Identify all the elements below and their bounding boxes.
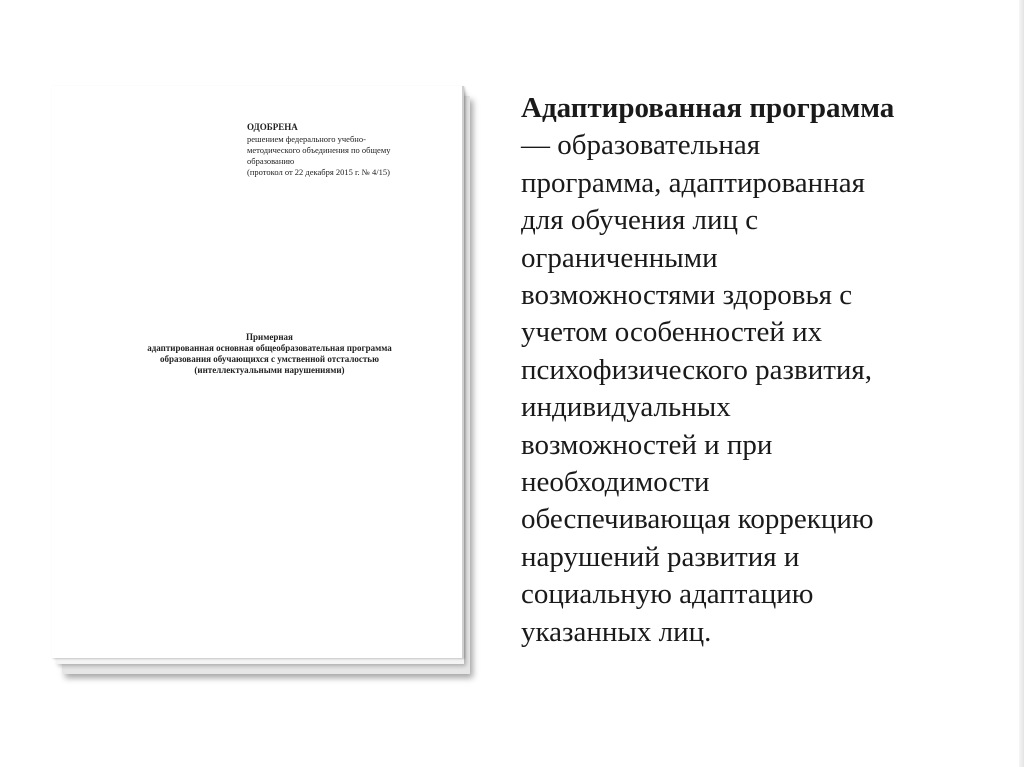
definition-line: нарушений развития и xyxy=(521,540,800,573)
definition-term: Адаптированная программа xyxy=(521,92,895,124)
definition-line: для обучения лиц с xyxy=(521,204,759,237)
document-title-line: (интеллектуальными нарушениями) xyxy=(194,365,345,375)
approval-line: (протокол от 22 декабря 2015 г. № 4/15) xyxy=(247,167,390,177)
definition-text xyxy=(521,90,1001,651)
definition-line: возможностей и при xyxy=(521,428,773,461)
definition-line: индивидуальных xyxy=(521,391,731,424)
document-title-line: адаптированная основная общеобразовательная программа xyxy=(147,343,392,353)
approval-line: образованию xyxy=(247,156,295,166)
definition-line: обеспечивающая коррекцию xyxy=(521,503,874,536)
document-preview xyxy=(52,86,476,678)
approval-line: методического объединения по общему xyxy=(247,145,391,155)
definition-line: возможностями здоровья с xyxy=(521,279,853,312)
slide-edge xyxy=(1019,0,1024,767)
approval-line: решением федерального учебно- xyxy=(247,134,366,144)
definition-line: программа, адаптированная xyxy=(521,166,865,199)
definition-line: учетом особенностей их xyxy=(521,316,823,349)
definition-line: ограниченными xyxy=(521,241,718,274)
document-title-line: Примерная xyxy=(246,332,293,342)
definition-line: — образовательная xyxy=(521,129,761,162)
definition-line: необходимости xyxy=(521,466,710,499)
definition-line: социальную адаптацию xyxy=(521,578,814,611)
definition-line: психофизического развития, xyxy=(521,353,873,386)
document-title-line: образования обучающихся с умственной отсталостью xyxy=(160,354,379,364)
definition-line: указанных лиц. xyxy=(521,615,712,648)
approval-heading: ОДОБРЕНА xyxy=(247,122,298,132)
document-page xyxy=(52,86,464,658)
document-title xyxy=(92,332,447,376)
approval-stamp xyxy=(247,122,447,178)
